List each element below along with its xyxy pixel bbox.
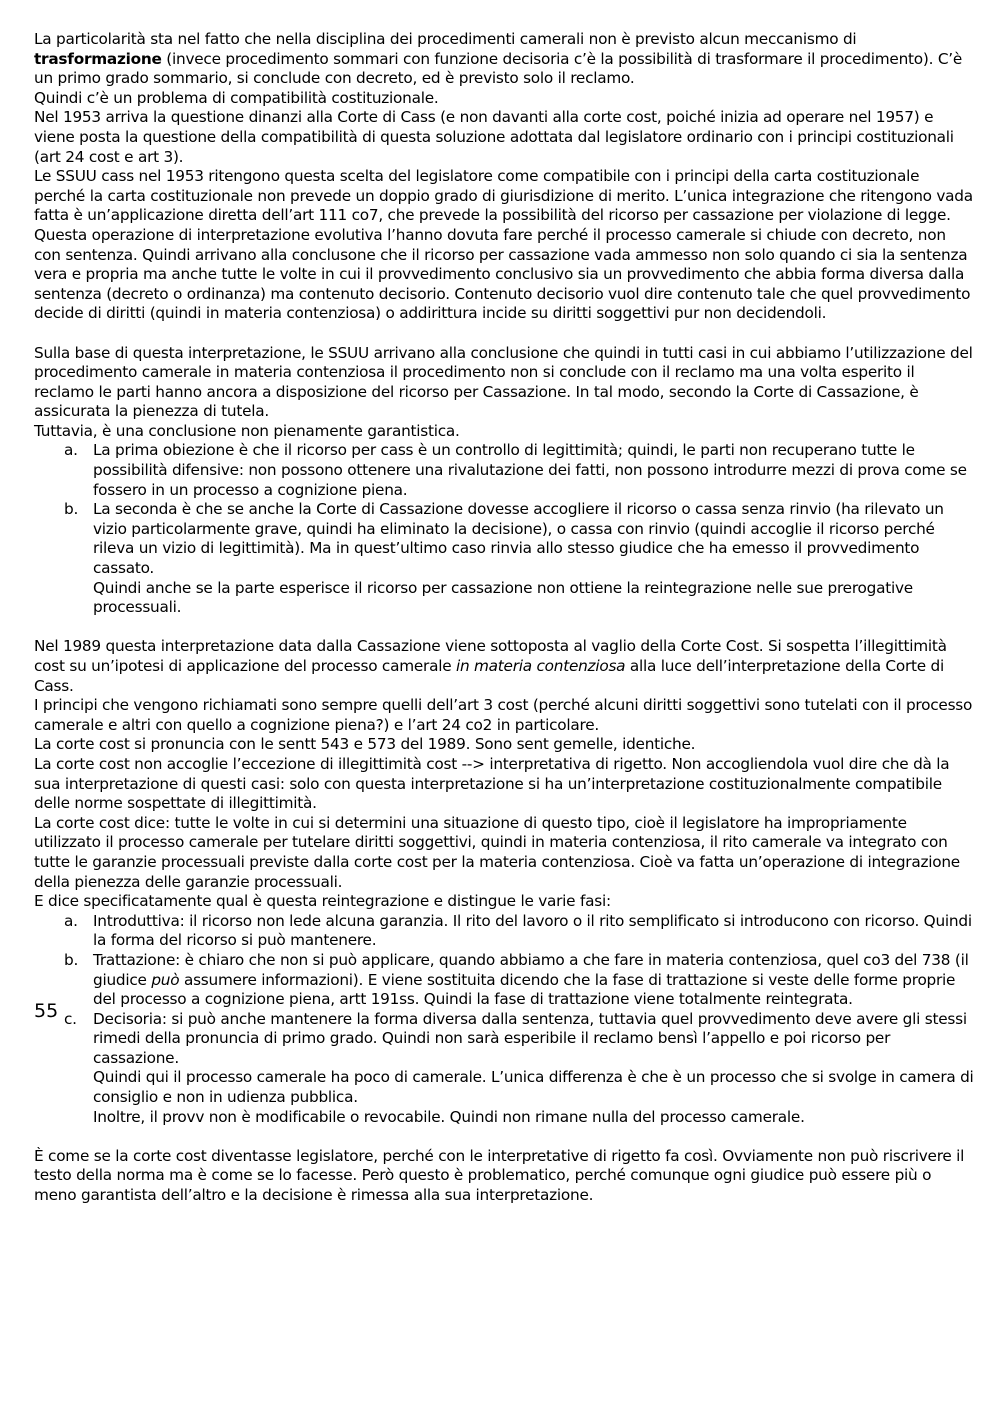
paragraph: Quindi c’è un problema di compatibilità costituzionale. xyxy=(34,88,439,107)
text-run: alla luce dell’interpretazione della Corte di Cass. xyxy=(34,657,944,695)
paragraph: La corte cost non accoglie l’eccezione di illegittimità cost --> interpretativa di rigetto. Non accogliendola vuol dire che dà la sua interpretazione di questi casi: solo con questa interpretazione si ha un’interpretazione costituzionalmente compatibile delle norme sospettate di illegittimità. xyxy=(34,754,950,813)
list-marker: b. xyxy=(64,950,79,969)
list-marker: a. xyxy=(64,441,78,460)
paragraph: La corte cost si pronuncia con le sentt 543 e 573 del 1989. Sono sent gemelle, identiche. xyxy=(34,735,696,754)
list-item xyxy=(34,951,974,1010)
text-run: Trattazione: è chiaro che non si può applicare, quando abbiamo a che fare in materia contenziosa, quel co3 del 738 (il giudice xyxy=(93,950,969,989)
page-number: 55 xyxy=(34,1000,59,1022)
paragraph: La corte cost dice: tutte le volte in cui si determini una situazione di questo tipo, cioè il legislatore ha impropriamente utilizzato il processo camerale per tutelare diritti soggettivi, quindi in materia contenziosa, il rito camerale va integrato con tutte le garanzie processuali previste dalla corte cost per la materia contenziosa. Cioè va fatta un’operazione di integrazione della pienezza delle garanzie processuali. xyxy=(34,813,960,891)
spacer xyxy=(34,324,974,344)
paragraph xyxy=(34,30,974,89)
list-item-text: Introduttiva: il ricorso non lede alcuna garanzia. Il rito del lavoro o il rito semplificato si introducono con ricorso. Quindi la forma del ricorso si può mantenere. xyxy=(93,911,972,950)
paragraph: Nel 1953 arriva la questione dinanzi alla Corte di Cass (e non davanti alla corte cost, poiché inizia ad operare nel 1957) e viene posta la questione della compatibilità di questa soluzione adottata dal legislatore ordinario con i principi costituzionali (art 24 cost e art 3). xyxy=(34,108,954,166)
list-item-continuation: Quindi anche se la parte esperisce il ricorso per cassazione non ottiene la reintegrazione nelle sue prerogative processuali. xyxy=(93,578,913,617)
list-marker: c. xyxy=(64,1009,77,1028)
list-item-text: La seconda è che se anche la Corte di Cassazione dovesse accogliere il ricorso o cassa senza rinvio (ha rilevato un vizio particolarmente grave, quindi ha eliminato la decisione), o cassa con rinvio (quindi accoglie il ricorso perché rileva un vizio di legittimità). Ma in quest’ultimo caso rinvia allo stesso giudice che ha emesso il provvedimento cassato. xyxy=(93,500,944,578)
paragraph: I principi che vengono richiamati sono sempre quelli dell’art 3 cost (perché alcuni diritti soggettivi sono tutelati con il processo camerale e altri con quello a cognizione piena?) e l’art 24 co2 in particolare. xyxy=(34,696,973,734)
list-item xyxy=(34,1010,974,1128)
spacer xyxy=(34,618,974,638)
list-item-text xyxy=(93,951,974,1010)
paragraph: Tuttavia, è una conclusione non pienamente garantistica. xyxy=(34,421,460,440)
paragraph xyxy=(34,637,974,696)
italic-term: può xyxy=(151,970,180,989)
paragraph: Questa operazione di interpretazione evolutiva l’hanno dovuta fare perché il processo camerale si chiude con decreto, non con sentenza. Quindi arrivano alla conclusone che il ricorso per cassazione vada ammesso non solo quando ci sia la sentenza vera e propria ma anche tutte le volte in cui il provvedimento conclusivo sia un provvedimento che abbia forma diversa dalla sentenza (decreto o ordinanza) ma contenuto decisorio. Contenuto decisorio vuol dire contenuto tale che quel provvedimento decide di diritti (quindi in materia contenziosa) o addirittura incide su diritti soggettivi pur non decidendoli. xyxy=(34,225,971,323)
text-run: (invece procedimento sommari con funzione decisoria c’è la possibilità di trasformare il procedimento). C’è un primo grado sommario, si conclude con decreto, ed è previsto solo il reclamo. xyxy=(34,49,963,88)
objections-list xyxy=(34,441,974,617)
text-run: La particolarità sta nel fatto che nella disciplina dei procedimenti camerali non è previsto alcun meccanismo di xyxy=(34,30,857,48)
list-marker: a. xyxy=(64,911,78,930)
document-body xyxy=(34,30,974,1206)
list-item xyxy=(34,500,974,618)
list-marker: b. xyxy=(64,500,79,519)
paragraph: E dice specificatamente qual è questa reintegrazione e distingue le varie fasi: xyxy=(34,892,611,911)
list-item-text: Decisoria: si può anche mantenere la forma diversa dalla sentenza, tuttavia quel provvedimento deve avere gli stessi rimedi della pronuncia di primo grado. Quindi non sarà esperibile il reclamo bensì l’appello e poi ricorso per cassazione. xyxy=(93,1009,967,1067)
paragraph: È come se la corte cost diventasse legislatore, perché con le interpretative di rigetto fa così. Ovviamente non può riscrivere il testo della norma ma è come se lo facesse. Però questo è problematico, perché comunque ogni giudice può essere più o meno garantista dell’altro e la decisione è rimessa alla sua interpretazione. xyxy=(34,1146,965,1205)
list-item-text: La prima obiezione è che il ricorso per cass è un controllo di legittimità; quindi, le parti non recuperano tutte le possibilità difensive: non possono ottenere una rivalutazione dei fatti, non possono introdurre mezzi di prova come se fossero in un processo a cognizione piena. xyxy=(93,441,967,499)
spacer xyxy=(34,1127,974,1147)
phases-list xyxy=(34,912,974,1128)
bold-term: trasformazione xyxy=(34,49,162,68)
italic-term: in materia contenziosa xyxy=(455,657,626,675)
text-run: assumere informazioni). E viene sostituita dicendo che la fase di trattazione si veste delle forme proprie del processo a cognizione piena, artt 191ss. Quindi la fase di trattazione viene totalmente reintegrata. xyxy=(93,970,956,1009)
list-item-continuation: Inoltre, il provv non è modificabile o revocabile. Quindi non rimane nulla del processo camerale. xyxy=(93,1107,805,1126)
text-run: Nel 1989 questa interpretazione data dalla Cassazione viene sottoposta al vaglio della Corte Cost. Si sospetta l’illegittimità cost su un’ipotesi di applicazione del processo camerale xyxy=(34,637,947,675)
list-item-continuation: Quindi qui il processo camerale ha poco di camerale. L’unica differenza è che è un processo che si svolge in camera di consiglio e non in udienza pubblica. xyxy=(93,1068,974,1107)
paragraph: Sulla base di questa interpretazione, le SSUU arrivano alla conclusione che quindi in tutti casi in cui abbiamo l’utilizzazione del procedimento camerale in materia contenziosa il procedimento non si conclude con il reclamo ma una volta esperito il reclamo le parti hanno ancora a disposizione del ricorso per Cassazione. In tal modo, secondo la Corte di Cassazione, è assicurata la pienezza di tutela. xyxy=(34,343,973,421)
paragraph: Le SSUU cass nel 1953 ritengono questa scelta del legislatore come compatibile con i principi della carta costituzionale perché la carta costituzionale non prevede un doppio grado di giurisdizione di merito. L’unica integrazione che ritengono vada fatta è un’applicazione diretta dell’art 111 co7, che prevede la possibilità del ricorso per cassazione per violazione di legge. xyxy=(34,167,973,225)
list-item xyxy=(34,912,974,951)
list-item xyxy=(34,441,974,500)
